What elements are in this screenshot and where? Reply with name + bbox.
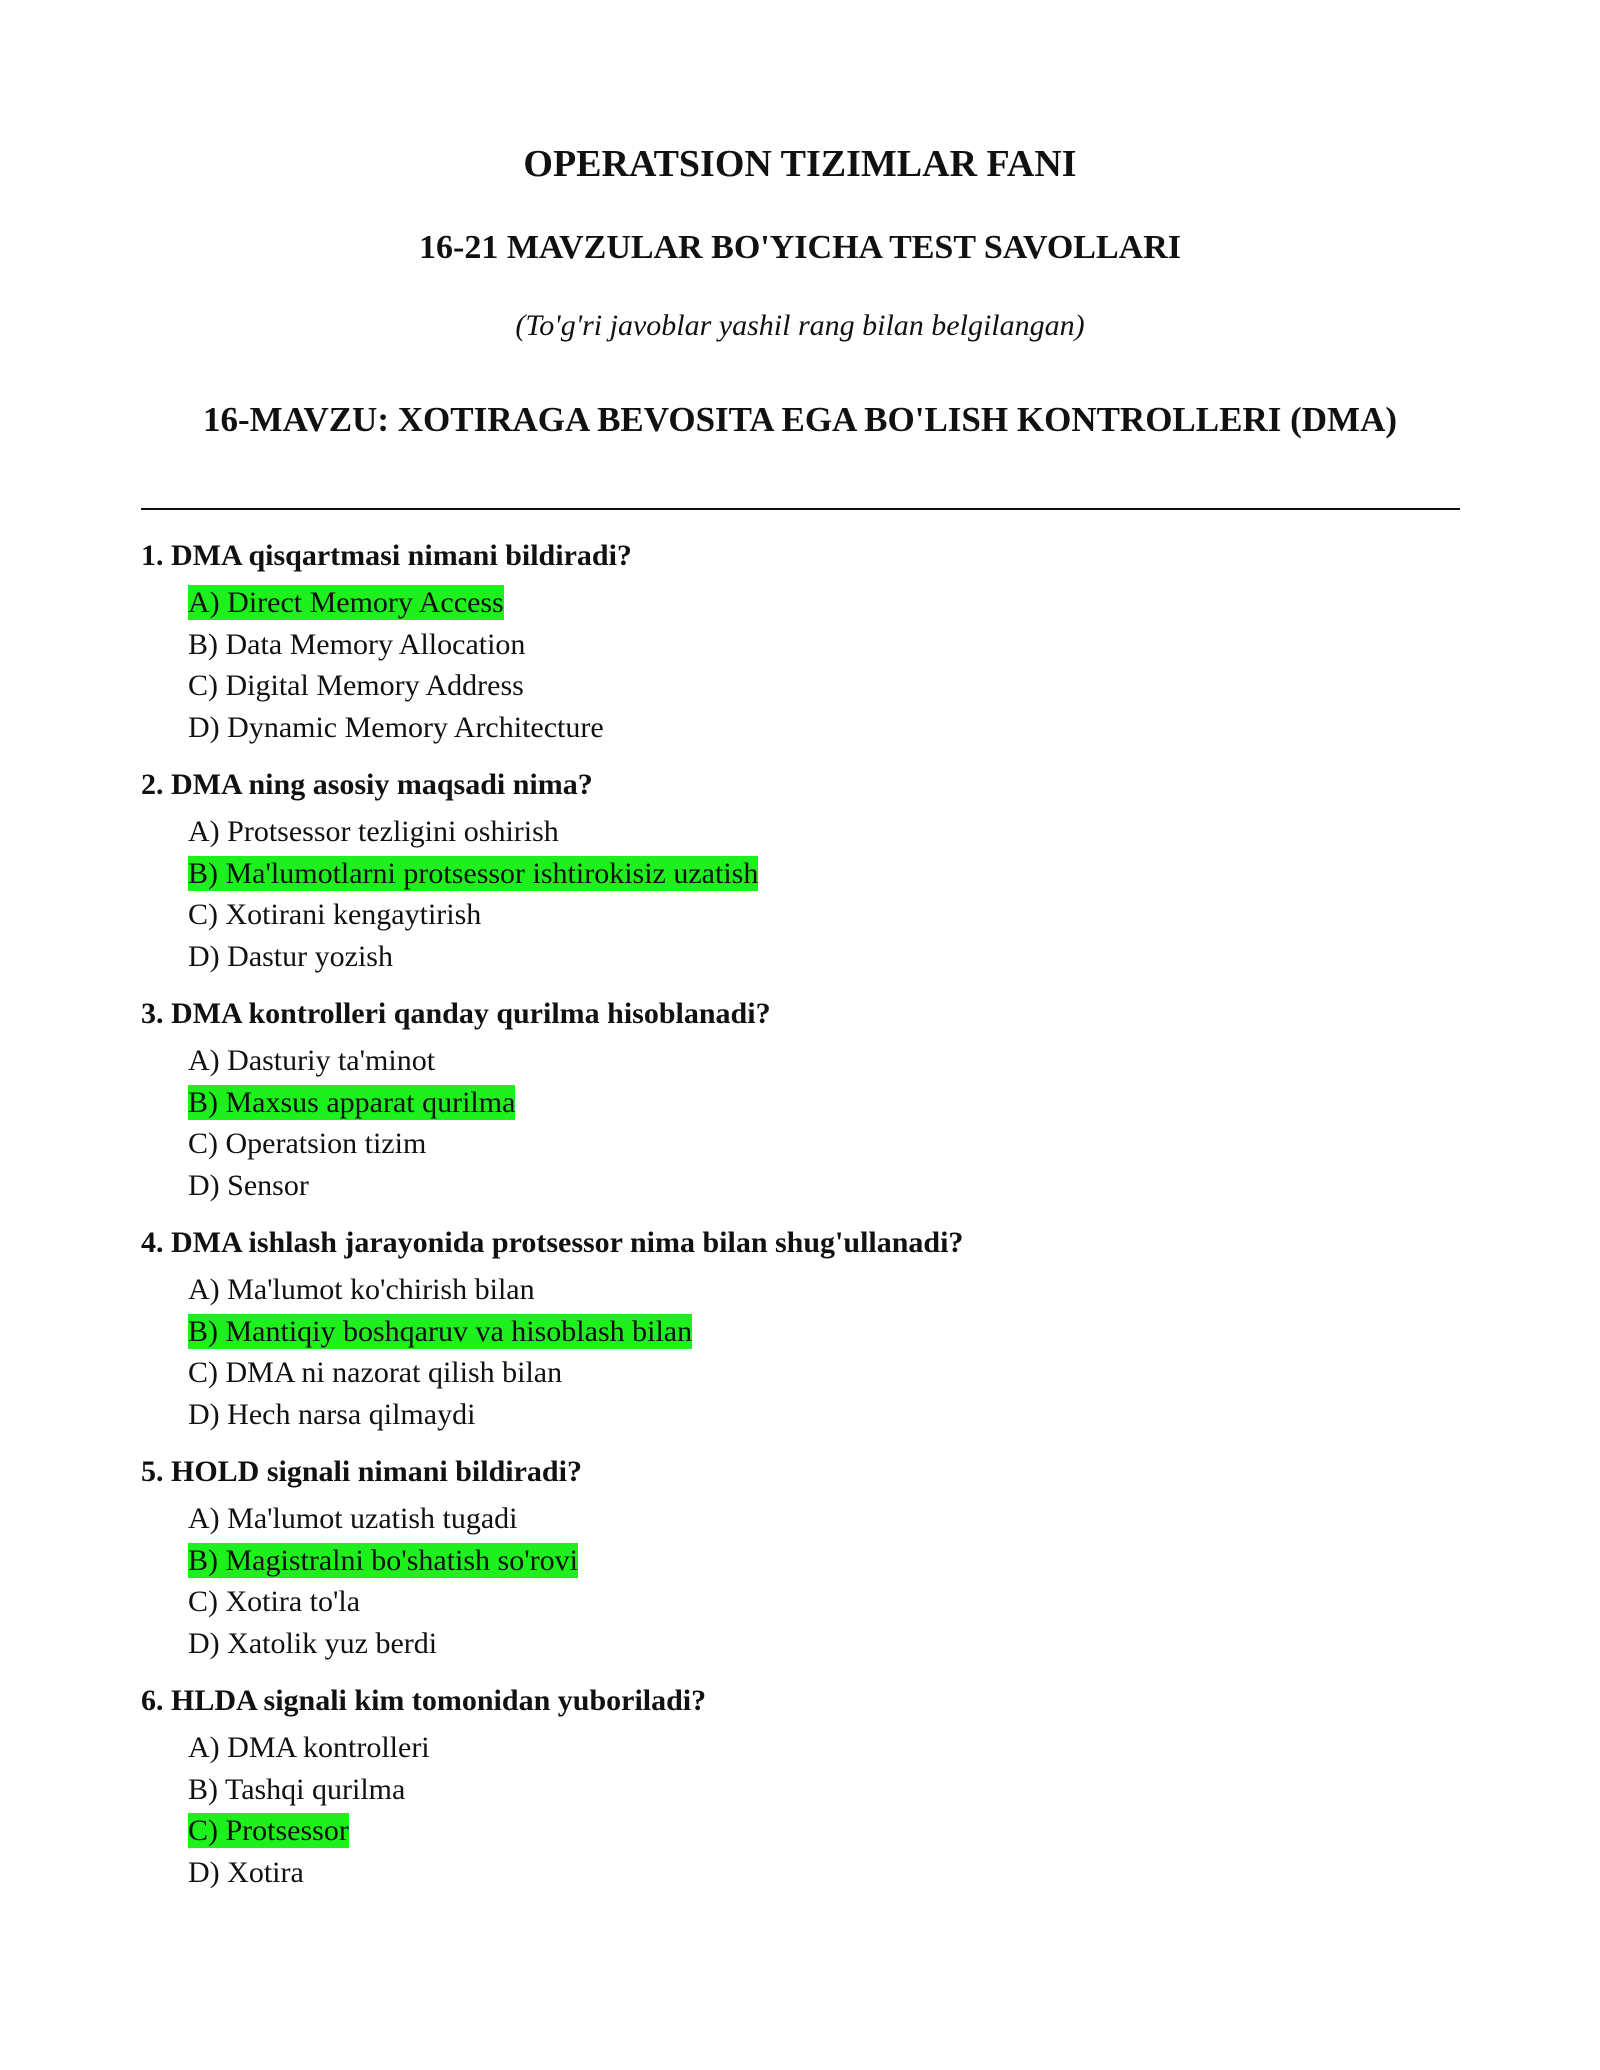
answer-option-label: A) Ma'lumot ko'chirish bilan xyxy=(188,1273,535,1306)
answer-option-label: D) Xotira xyxy=(188,1855,304,1889)
question-block xyxy=(141,536,1461,748)
answer-option xyxy=(188,1769,1461,1811)
answer-key-note: (To'g'ri javoblar yashil rang bilan belgilangan) xyxy=(515,309,1085,342)
answer-options xyxy=(141,1498,1461,1664)
answer-option-label: A) Dasturiy ta'minot xyxy=(188,1044,436,1077)
question-text: 6. HLDA signali kim tomonidan yuboriladi? xyxy=(141,1684,707,1717)
question-text: 4. DMA ishlash jarayonida protsessor nima bilan shug'ullanadi? xyxy=(141,1226,964,1259)
answer-option-label: B) Tashqi qurilma xyxy=(188,1772,406,1806)
answer-option-correct xyxy=(188,1082,1461,1124)
answer-option-correct xyxy=(188,853,1461,895)
answer-option-correct xyxy=(188,1540,1461,1582)
answer-option-label: D) Xatolik yuz berdi xyxy=(188,1626,438,1660)
answer-option xyxy=(188,624,1461,666)
answer-option xyxy=(188,1352,1461,1394)
question-text: 5. HOLD signali nimani bildiradi? xyxy=(141,1455,582,1488)
answer-option-label: A) Ma'lumot uzatish tugadi xyxy=(188,1502,518,1535)
answer-option xyxy=(188,1727,1461,1769)
answer-option xyxy=(188,1269,1461,1311)
answer-option-label: C) Digital Memory Address xyxy=(188,669,524,702)
answer-options xyxy=(141,1040,1461,1206)
answer-option xyxy=(188,1623,1461,1665)
answer-option-label: D) Sensor xyxy=(188,1168,309,1202)
answer-option xyxy=(188,1852,1461,1894)
answer-option xyxy=(188,1123,1461,1165)
horizontal-divider xyxy=(141,508,1460,510)
answer-option-label: B) Data Memory Allocation xyxy=(188,627,526,661)
answer-option xyxy=(188,894,1461,936)
answer-option-correct xyxy=(188,582,1461,624)
answer-option-label: B) Ma'lumotlarni protsessor ishtirokisiz uzatish xyxy=(188,856,759,890)
question-block xyxy=(141,994,1461,1206)
answer-option-label: C) Protsessor xyxy=(188,1814,349,1847)
answer-option xyxy=(188,1165,1461,1207)
question-block xyxy=(141,1223,1461,1435)
answer-option-label: D) Hech narsa qilmaydi xyxy=(188,1397,476,1431)
question-list xyxy=(141,536,1461,1910)
answer-option xyxy=(188,1040,1461,1082)
answer-options xyxy=(141,582,1461,748)
answer-option-label: D) Dynamic Memory Architecture xyxy=(188,710,604,744)
answer-option xyxy=(188,811,1461,853)
answer-options xyxy=(141,811,1461,977)
answer-option-label: A) DMA kontrolleri xyxy=(188,1731,430,1764)
answer-option xyxy=(188,1498,1461,1540)
answer-option xyxy=(188,707,1461,749)
section-title: 16-MAVZU: XOTIRAGA BEVOSITA EGA BO'LISH KONTROLLERI (DMA) xyxy=(202,400,1398,439)
question-block xyxy=(141,765,1461,977)
answer-option xyxy=(188,1394,1461,1436)
question-block xyxy=(141,1452,1461,1664)
document-title: OPERATSION TIZIMLAR FANI xyxy=(523,143,1077,185)
question-text: 3. DMA kontrolleri qanday qurilma hisoblanadi? xyxy=(141,997,771,1030)
answer-option-label: A) Protsessor tezligini oshirish xyxy=(188,815,559,848)
answer-option-label: C) DMA ni nazorat qilish bilan xyxy=(188,1356,563,1389)
answer-option-label: B) Magistralni bo'shatish so'rovi xyxy=(188,1543,578,1577)
question-block xyxy=(141,1681,1461,1893)
answer-option xyxy=(188,1581,1461,1623)
answer-option-label: B) Mantiqiy boshqaruv va hisoblash bilan xyxy=(188,1314,693,1348)
answer-option xyxy=(188,936,1461,978)
question-text: 2. DMA ning asosiy maqsadi nima? xyxy=(141,768,593,801)
answer-option-correct xyxy=(188,1810,1461,1852)
answer-option-correct xyxy=(188,1311,1461,1353)
answer-option-label: D) Dastur yozish xyxy=(188,939,393,973)
answer-options xyxy=(141,1727,1461,1893)
answer-option xyxy=(188,665,1461,707)
document-subtitle: 16-21 MAVZULAR BO'YICHA TEST SAVOLLARI xyxy=(419,229,1181,266)
answer-option-label: C) Xotirani kengaytirish xyxy=(188,898,482,931)
question-text: 1. DMA qisqartmasi nimani bildiradi? xyxy=(141,539,632,572)
answer-option-label: C) Operatsion tizim xyxy=(188,1127,427,1160)
answer-option-label: A) Direct Memory Access xyxy=(188,586,504,619)
answer-options xyxy=(141,1269,1461,1435)
answer-option-label: B) Maxsus apparat qurilma xyxy=(188,1085,516,1119)
answer-option-label: C) Xotira to'la xyxy=(188,1585,361,1618)
